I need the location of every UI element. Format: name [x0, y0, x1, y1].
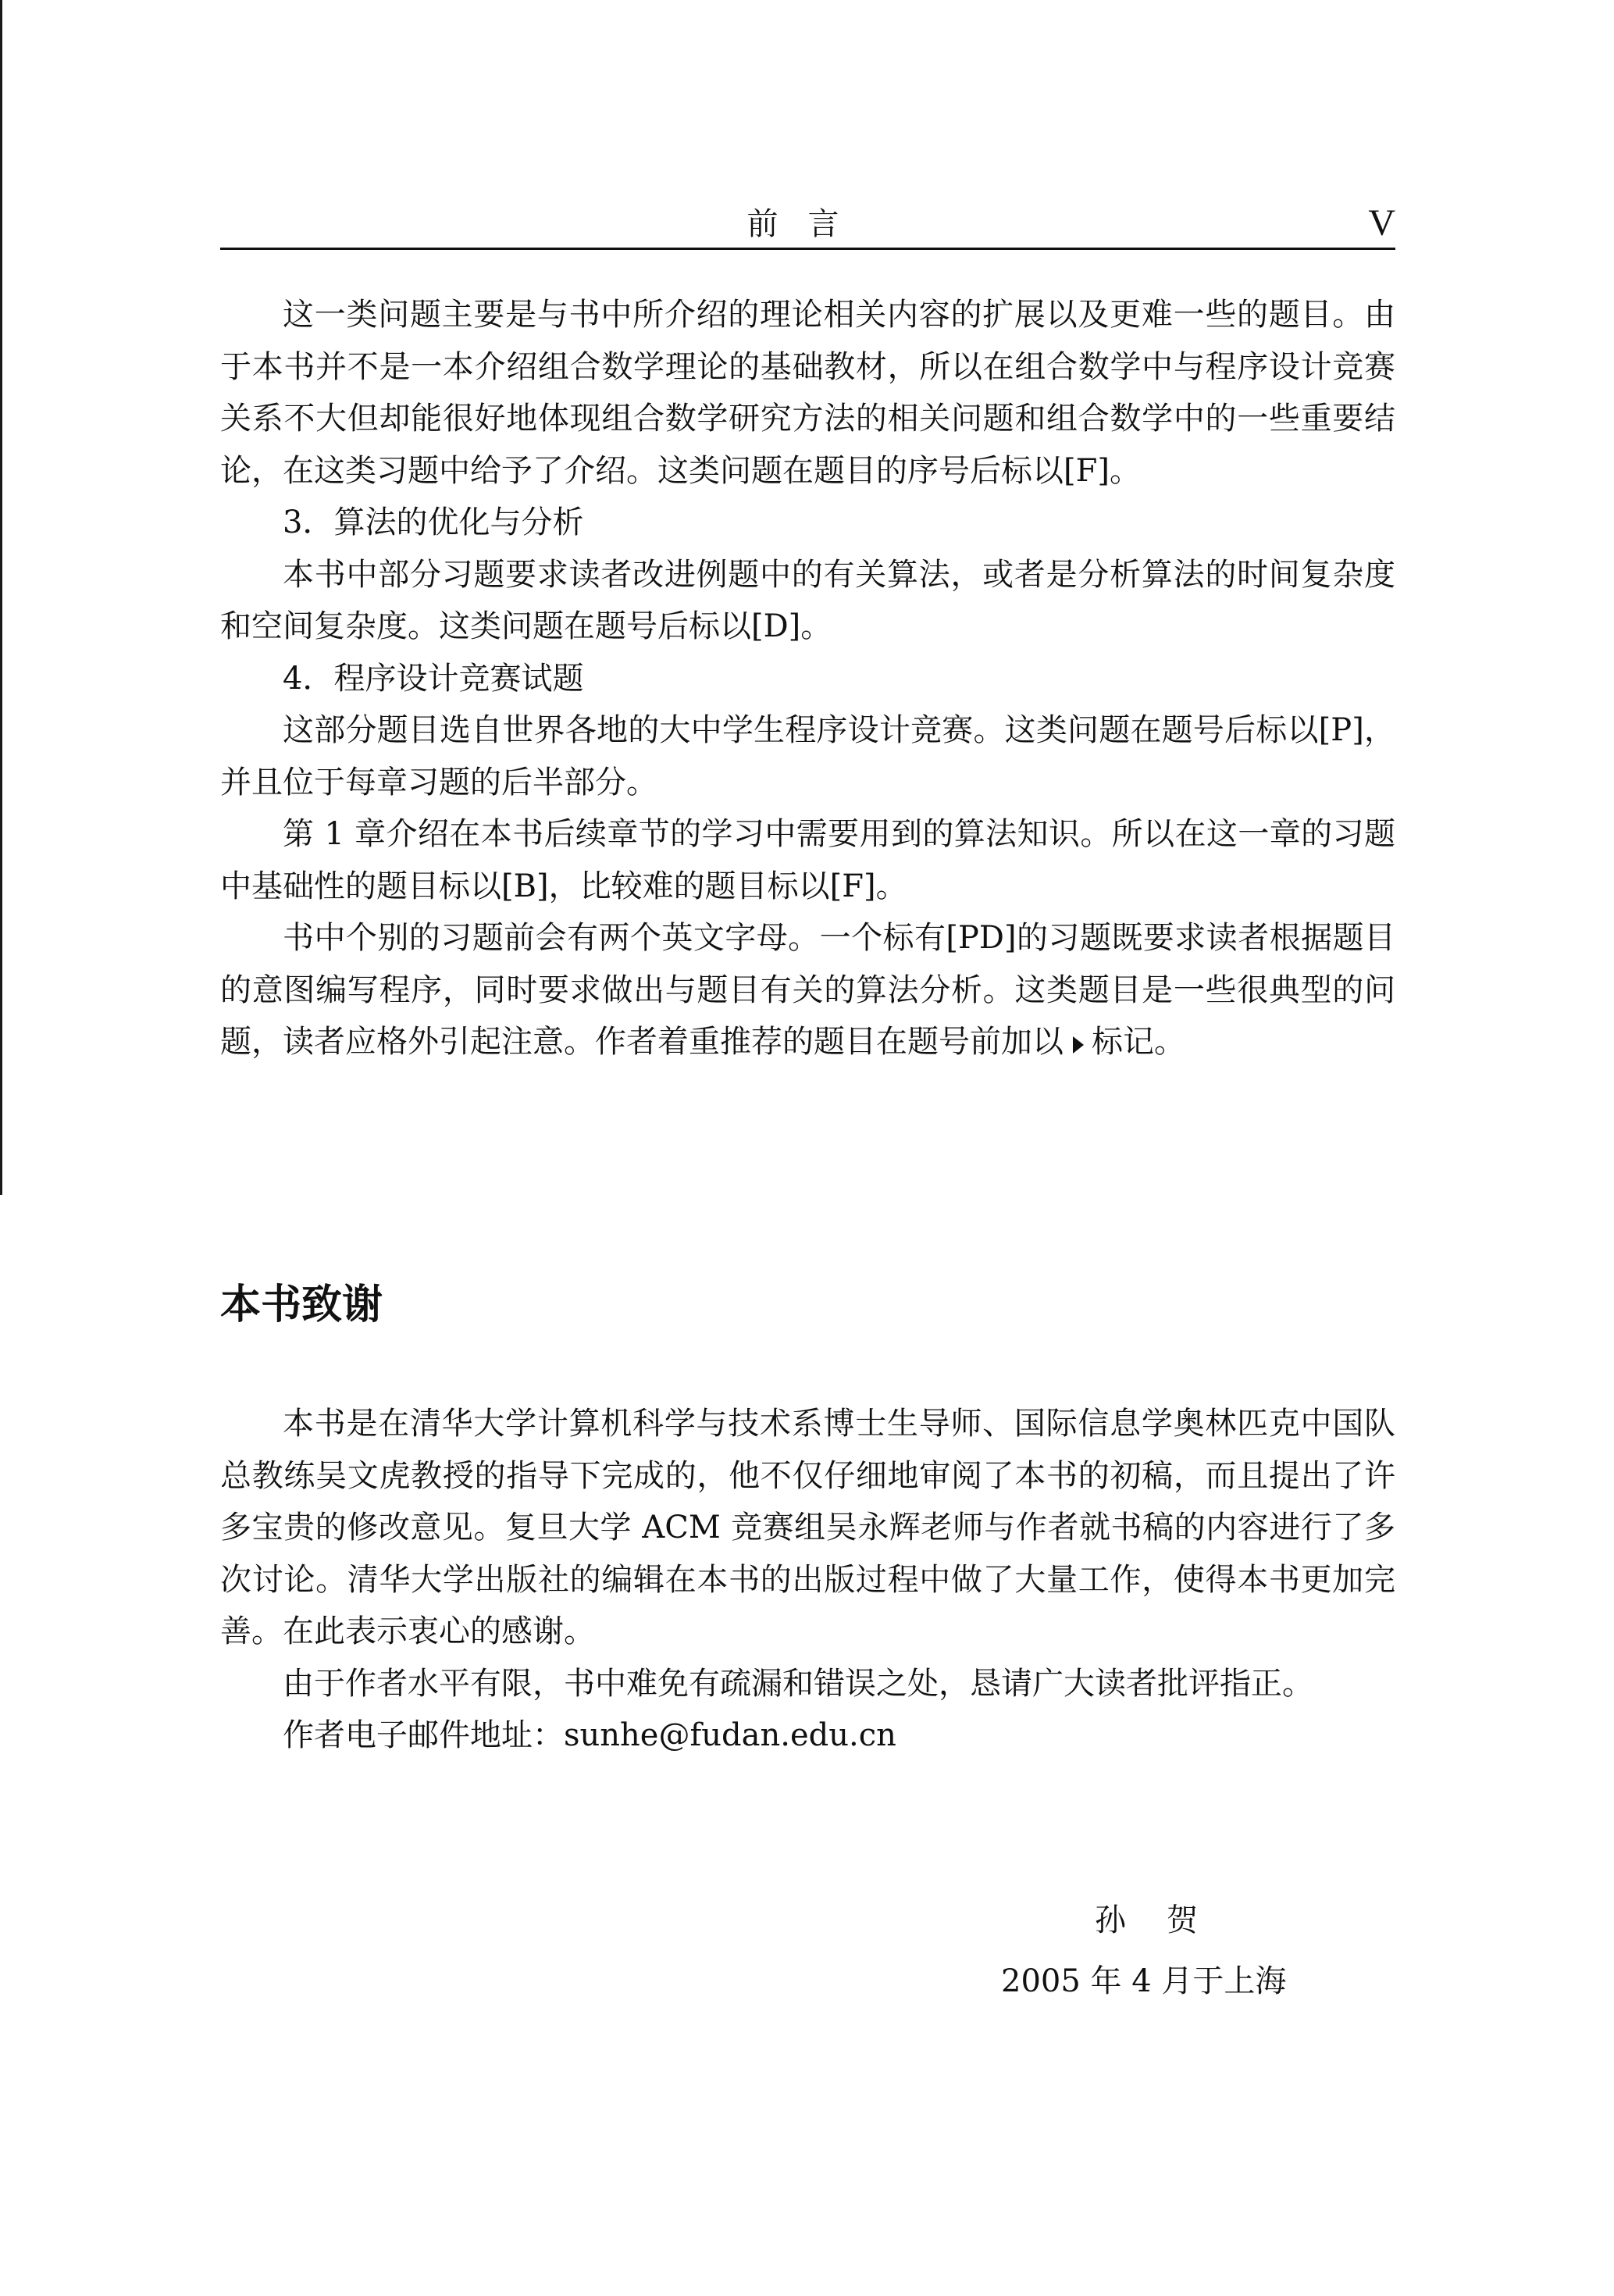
page-number: V: [1368, 202, 1395, 244]
author-name: 孙贺: [1095, 1902, 1238, 1938]
running-header: [220, 199, 1395, 250]
paragraph-algorithm-analysis: 本书中部分习题要求读者改进例题中的有关算法，或者是分析算法的时间复杂度和空间复杂度。这类问题在题号后标以[D]。: [220, 556, 1395, 644]
paragraph-extension-problems: 这一类问题主要是与书中所介绍的理论相关内容的扩展以及更难一些的题目。由于本书并不是一本介绍组合数学理论的基础教材，所以在组合数学中与程序设计竞赛关系不大但却能很好地体现组合数学研究方法的相关问题和组合数学中的一些重要结论，在这类习题中给予了介绍。这类问题在题目的序号后标以[F]。: [220, 297, 1395, 489]
item-heading-algorithm-analysis: 3．算法的优化与分析: [283, 504, 584, 540]
paragraph-thanks: 本书是在清华大学计算机科学与技术系博士生导师、国际信息学奥林匹克中国队总教练吴文虎教授的指导下完成的，他不仅仔细地审阅了本书的初稿，而且提出了许多宝贵的修改意见。复旦大学 ACM 竞赛组吴永辉老师与作者就书稿的内容进行了多次讨论。清华大学出版社的编辑在本书的出版过程中做了大量工作，使得本书更加完善。在此表示衷心的感谢。: [220, 1406, 1395, 1649]
recommended-text-after: 标记。: [1092, 1024, 1185, 1060]
exercise-types-section: [220, 289, 1395, 1068]
paragraph-contest-problems: 这部分题目选自世界各地的大中学生程序设计竞赛。这类问题在题号后标以[P]，并且位于每章习题的后半部分。: [220, 712, 1395, 800]
scan-edge-line: [0, 0, 2, 1195]
item-heading-contest-problems: 4．程序设计竞赛试题: [283, 660, 584, 697]
running-title: 前言: [746, 206, 869, 242]
acknowledgements-section: [220, 1398, 1395, 1762]
acknowledgements-heading: 本书致谢: [220, 1282, 383, 1328]
signature-block: [1001, 1890, 1407, 2012]
paragraph-email: 作者电子邮件地址：sunhe@fudan.edu.cn: [283, 1717, 896, 1753]
paragraph-apology: 由于作者水平有限，书中难免有疏漏和错误之处，恳请广大读者批评指正。: [283, 1665, 1313, 1702]
recommended-text-before: 书中个别的习题前会有两个英文字母。一个标有[PD]的习题既要求读者根据题目的意图编写程序，同时要求做出与题目有关的算法分析。这类题目是一些很典型的问题，读者应格外引起注意。作者着重推荐的题目在题号前加以: [220, 920, 1395, 1060]
paragraph-recommended-mark: [220, 912, 1395, 1068]
right-triangle-icon: [1073, 1036, 1084, 1054]
paragraph-chapter-one: 第 1 章介绍在本书后续章节的学习中需要用到的算法知识。所以在这一章的习题中基础性的题目标以[B]，比较难的题目标以[F]。: [220, 816, 1395, 904]
date-place: 2005 年 4 月于上海: [1001, 1963, 1287, 1999]
